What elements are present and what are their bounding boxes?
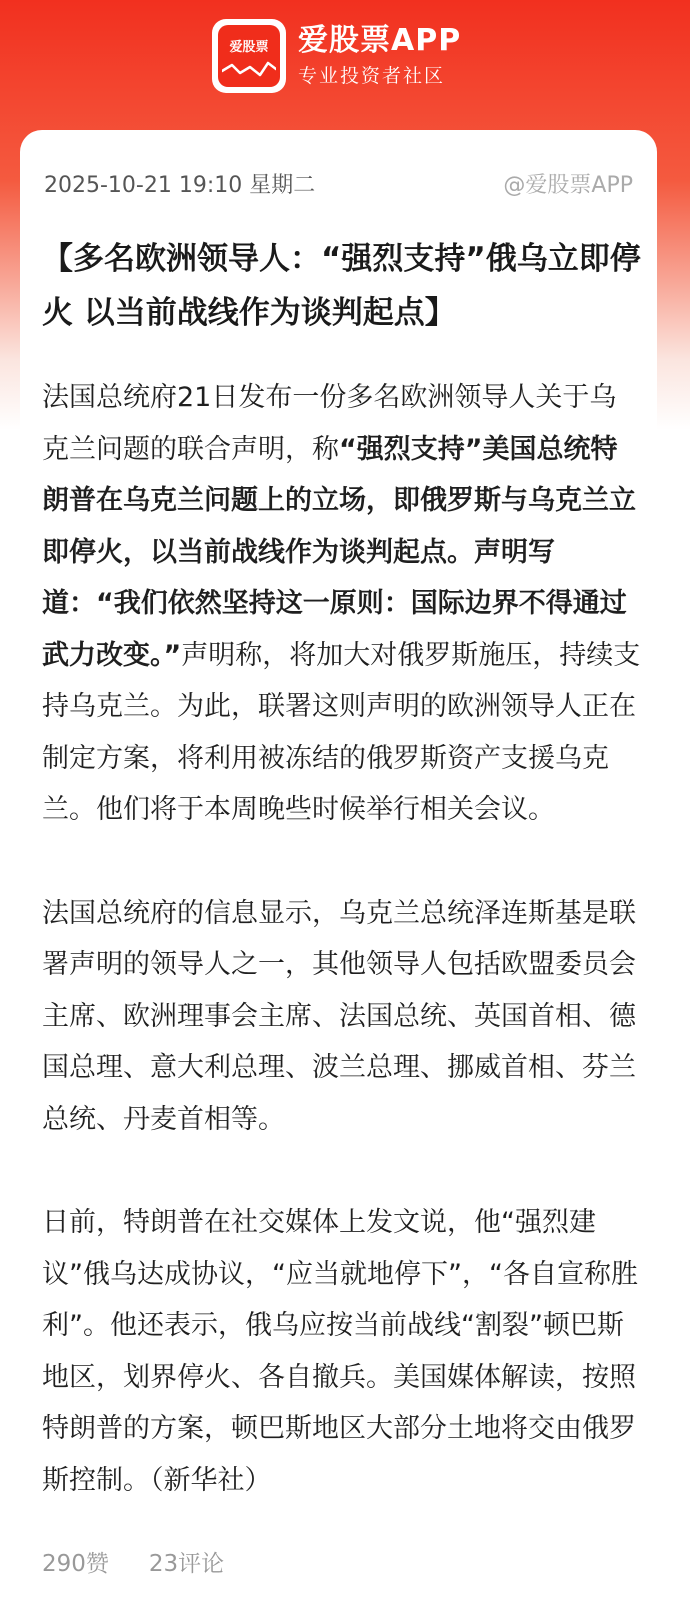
brand-slogan: 专业投资者社区	[298, 65, 446, 87]
paragraph-1	[42, 372, 642, 836]
chart-wave-icon	[222, 57, 276, 79]
brand-name: 爱股票APP	[298, 23, 462, 58]
post-meta	[44, 168, 633, 199]
post-stats	[42, 1545, 224, 1578]
comment-count[interactable]: 23评论	[148, 1551, 225, 1577]
app-logo	[212, 19, 286, 93]
bottom-fade-overlay	[517, 1530, 657, 1597]
post-datetime: 2025-10-21 19:10 星期二	[44, 173, 316, 198]
post-title: 【多名欧洲领导人：“强烈支持”俄乌立即停火 以当前战线作为谈判起点】	[42, 241, 641, 331]
paragraph-3: 日前，特朗普在社交媒体上发文说，他“强烈建议”俄乌达成协议，“应当就地停下”，“各自宣称胜利”。他还表示，俄乌应按当前战线“割裂”顿巴斯地区，划界停火、各自撤兵。美国媒体解读，按照特朗普的方案，顿巴斯地区大部分土地将交由俄罗斯控制。（新华社）	[42, 1207, 638, 1496]
like-count[interactable]: 290赞	[42, 1551, 109, 1577]
logo-text: 爱股票	[229, 40, 269, 55]
app-brand-header	[212, 16, 461, 96]
paragraph-1-rest: 声明称，将加大对俄罗斯施压，持续支持乌克兰。为此，联署这则声明的欧洲领导人正在制定方案，将利用被冻结的俄罗斯资产支援乌克兰。他们将于本周晚些时候举行相关会议。	[42, 639, 641, 825]
paragraph-2: 法国总统府的信息显示，乌克兰总统泽连斯基是联署声明的领导人之一，其他领导人包括欧盟委员会主席、欧洲理事会主席、法国总统、英国首相、德国总理、意大利总理、波兰总理、挪威首相、芬兰总统、丹麦首相等。	[42, 897, 636, 1135]
post-source[interactable]: @爱股票APP	[503, 173, 633, 198]
post-body	[42, 372, 642, 1506]
paragraph-1-bold: “强烈支持”美国总统特朗普在乌克兰问题上的立场，即俄罗斯与乌克兰立即停火，以当前战线作为谈判起点。声明写道：“我们依然坚持这一原则：国际边界不得通过武力改变。”	[42, 433, 636, 671]
paragraph-1-text: 法国总统府21日发布一份多名欧洲领导人关于乌克兰问题的联合声明，称	[42, 382, 617, 465]
post-card	[20, 130, 657, 1597]
